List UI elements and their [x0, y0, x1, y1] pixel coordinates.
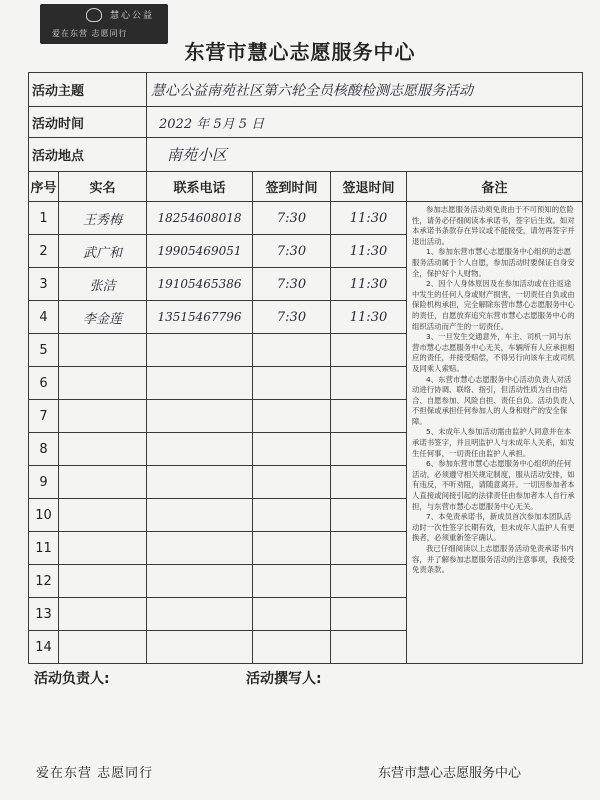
row-signout: 11:30 [331, 235, 407, 268]
logo-slogan: 爱在东营 志愿同行 [52, 29, 128, 38]
row-index: 3 [29, 268, 59, 301]
col-header-index: 序号 [29, 172, 59, 202]
row-signin [253, 565, 331, 598]
col-header-name: 实名 [59, 172, 147, 202]
logo-name: 慧心公益 [110, 11, 155, 21]
row-phone [147, 433, 253, 466]
row-name [59, 367, 147, 400]
row-index: 11 [29, 532, 59, 565]
row-phone [147, 367, 253, 400]
row-name: 王秀梅 [59, 202, 147, 235]
row-name [59, 400, 147, 433]
row-name [59, 466, 147, 499]
row-phone: 19105465386 [147, 268, 253, 301]
row-signout [331, 433, 407, 466]
row-phone [147, 565, 253, 598]
footer-slogan: 爱在东营 志愿同行 [36, 766, 154, 781]
row-index: 12 [29, 565, 59, 598]
row-phone [147, 334, 253, 367]
place-row [29, 138, 583, 172]
row-name [59, 532, 147, 565]
time-value: 2022 年 5月 5 日 [147, 107, 583, 138]
row-index: 1 [29, 202, 59, 235]
remarks-paragraph: 4、东营市慧心志愿服务中心活动负责人对活动进行协调、联络、指引，但活动性质为自由结合、自愿参加、风险自担、责任自负。活动负责人不担保或承担任何参加人的人身和财产的安全保障。 [412, 374, 575, 426]
place-label: 活动地点 [29, 138, 147, 172]
row-index: 9 [29, 466, 59, 499]
row-signin [253, 433, 331, 466]
row-name: 张洁 [59, 268, 147, 301]
row-signout [331, 466, 407, 499]
row-phone [147, 499, 253, 532]
row-index: 10 [29, 499, 59, 532]
column-header-row [29, 172, 583, 202]
row-signout [331, 367, 407, 400]
row-name [59, 334, 147, 367]
row-index: 13 [29, 598, 59, 631]
row-signin [253, 400, 331, 433]
row-signout: 11:30 [331, 268, 407, 301]
responsible-label: 活动负责人: [34, 671, 110, 687]
row-name: 李金莲 [59, 301, 147, 334]
row-phone: 18254608018 [147, 202, 253, 235]
remarks-paragraph: 3、一旦发生交通意外，车主、司机一同与东营市慧心志愿服务中心无关，车辆所有人应承担相应的责任，并接受赔偿，不得另行向该车主或司机及同乘人索赔。 [412, 332, 575, 373]
col-header-remarks: 备注 [407, 172, 583, 202]
row-phone [147, 400, 253, 433]
row-signout [331, 499, 407, 532]
row-name [59, 598, 147, 631]
row-signout [331, 598, 407, 631]
row-name [59, 631, 147, 664]
remarks-paragraph: 参加志愿服务活动须免责由于不可预知的危险性，请务必仔细阅读本承诺书，签字后生效。如对本承诺书条款存在异议或不能接受，请勿再签字并退出活动。 [412, 205, 575, 246]
row-signout [331, 565, 407, 598]
row-signout [331, 400, 407, 433]
row-signin: 7:30 [253, 235, 331, 268]
col-header-signin: 签到时间 [253, 172, 331, 202]
table-row [29, 202, 583, 235]
row-phone [147, 466, 253, 499]
row-index: 6 [29, 367, 59, 400]
row-phone: 19905469051 [147, 235, 253, 268]
remarks-paragraph: 2、因个人身体原因及在参加活动或在往返途中发生的任何人身或财产损害，一切责任自负或由保险机构承担，完全解除东营市慧心志愿服务中心的责任，自愿放弃追究东营市慧心志愿服务中心的组织活动而产生的一切责任。 [412, 279, 575, 331]
row-signin: 7:30 [253, 268, 331, 301]
theme-row [29, 73, 583, 107]
time-row [29, 107, 583, 138]
theme-label: 活动主题 [29, 73, 147, 107]
row-phone [147, 631, 253, 664]
theme-value: 慧心公益南苑社区第六轮全员核酸检测志愿服务活动 [147, 73, 583, 107]
remarks-paragraph: 1、参加东营市慧心志愿服务中心组织的志愿服务活动属于个人自愿，参加活动时要保证自身安全，保护好个人财物。 [412, 247, 575, 278]
heart-icon [86, 8, 102, 22]
row-name [59, 565, 147, 598]
row-index: 4 [29, 301, 59, 334]
row-index: 7 [29, 400, 59, 433]
row-phone [147, 532, 253, 565]
writer-label: 活动撰写人: [246, 671, 322, 687]
place-value: 南苑小区 [147, 138, 583, 172]
remarks-paragraph: 7、本免责承诺书，新成员首次参加本团队活动时一次性签字长期有效，但未成年人监护人有更换者，必须重新签字确认。 [412, 512, 575, 543]
row-signout [331, 631, 407, 664]
row-index: 5 [29, 334, 59, 367]
time-label: 活动时间 [29, 107, 147, 138]
row-signin: 7:30 [253, 301, 331, 334]
row-signin [253, 532, 331, 565]
row-signin: 7:30 [253, 202, 331, 235]
row-index: 2 [29, 235, 59, 268]
row-phone [147, 598, 253, 631]
row-index: 8 [29, 433, 59, 466]
row-signin [253, 598, 331, 631]
row-signout [331, 532, 407, 565]
row-signout: 11:30 [331, 202, 407, 235]
row-signin [253, 466, 331, 499]
signature-labels [32, 668, 402, 688]
remarks-paragraph: 5、未成年人参加活动需由监护人同意并在本承诺书签字，并且明监护人与未成年人关系，如发生任何事，一切责任由监护人承担。 [412, 427, 575, 458]
row-signin [253, 367, 331, 400]
row-phone: 13515467796 [147, 301, 253, 334]
remarks-paragraph: 6、参加东营市慧心志愿服务中心组织的任何活动，必须遵守相关规定制度，服从活动安排，如有违反，不听劝阻，请随意离开。一切因参加者本人直接或间接引起的法律责任由参加者本人自行承担，与东营市慧心志愿服务中心无关。 [412, 459, 575, 511]
row-signin [253, 631, 331, 664]
footer-organization: 东营市慧心志愿服务中心 [378, 766, 522, 781]
row-signin [253, 499, 331, 532]
remarks-paragraph: 我已仔细阅读以上志愿服务活动免责承诺书内容，并了解参加志愿服务活动的注意事项，我接受免责条款。 [412, 544, 575, 575]
row-name [59, 433, 147, 466]
row-index: 14 [29, 631, 59, 664]
col-header-phone: 联系电话 [147, 172, 253, 202]
row-name [59, 499, 147, 532]
remarks-cell [407, 202, 583, 664]
row-name: 武广和 [59, 235, 147, 268]
row-signin [253, 334, 331, 367]
page-title: 东营市慧心志愿服务中心 [184, 40, 416, 64]
row-signout [331, 334, 407, 367]
col-header-signout: 签退时间 [331, 172, 407, 202]
signin-sheet [28, 72, 583, 664]
row-signout: 11:30 [331, 301, 407, 334]
